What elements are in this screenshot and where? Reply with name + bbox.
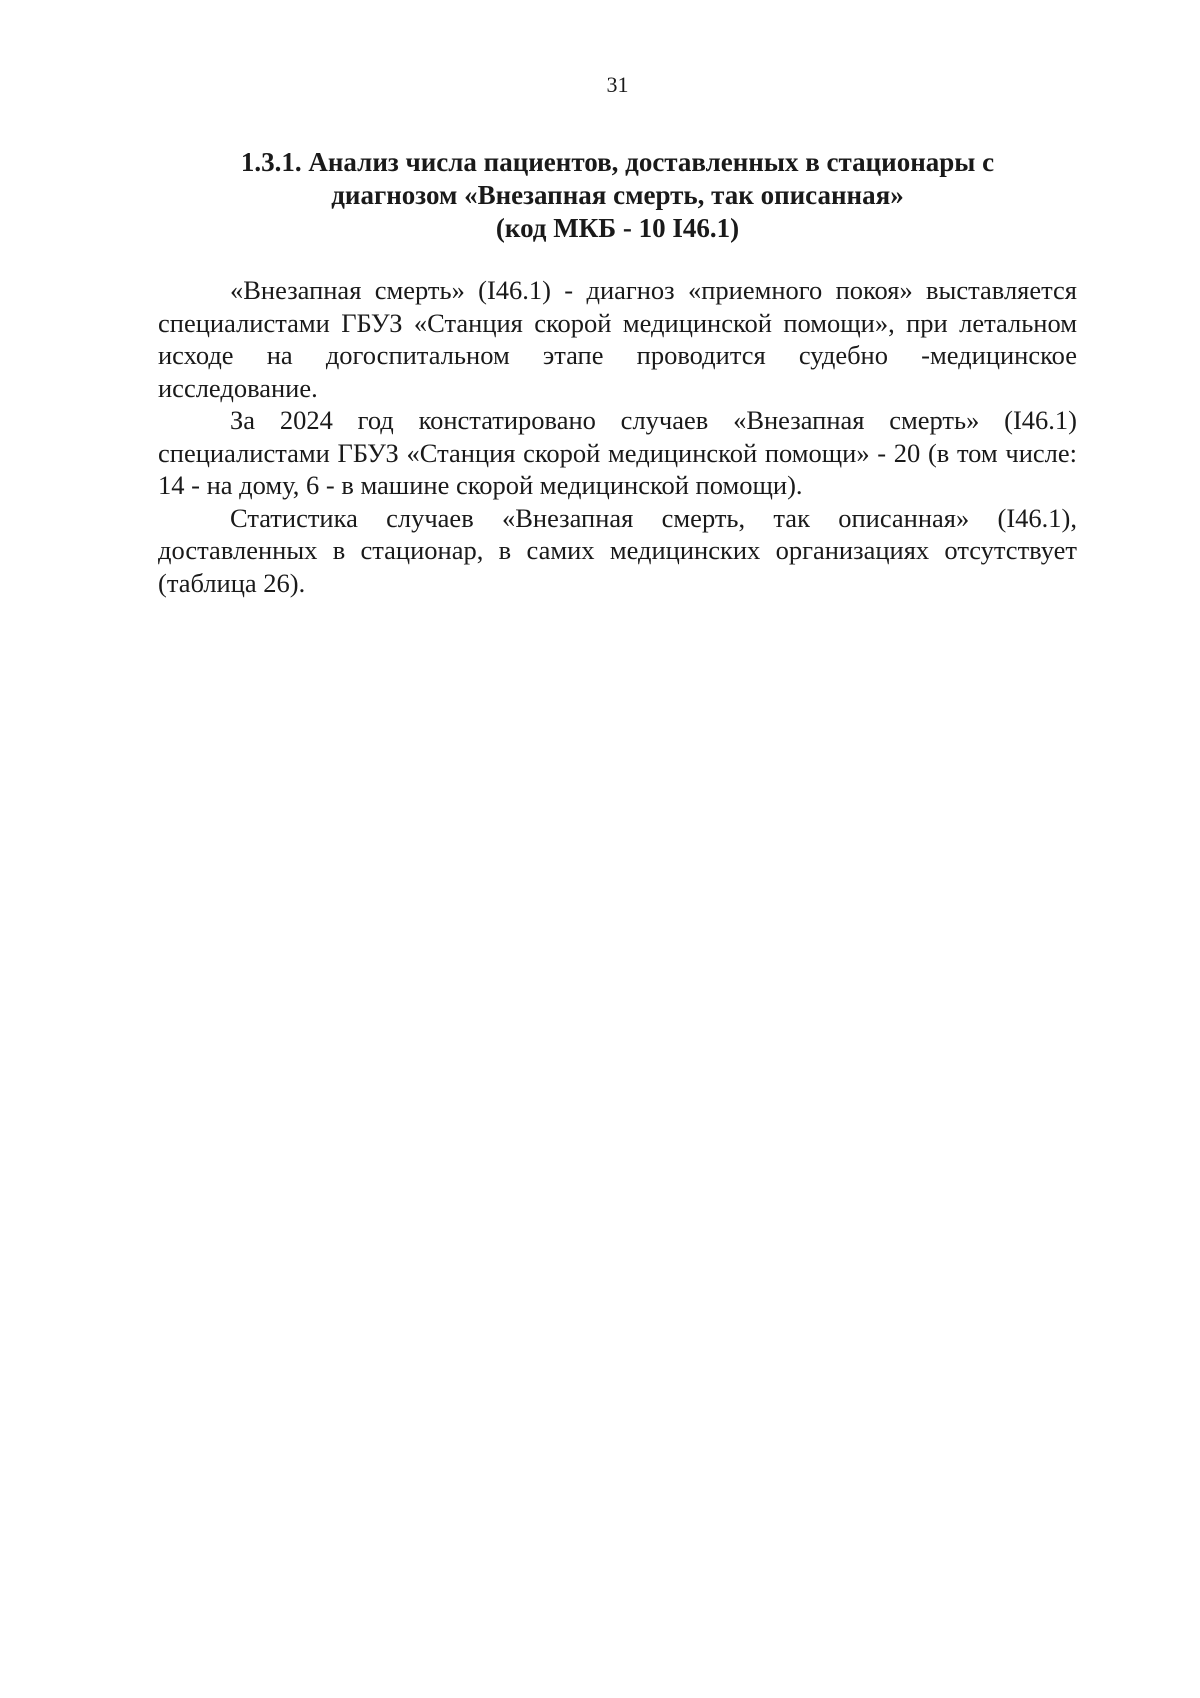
paragraph-sudden-death-definition: «Внезапная смерть» (I46.1) - диагноз «приемного покоя» выставляется специалистами ГБУЗ «Станция скорой медицинской помощи», при летальном исходе на догоспитальном этапе проводится судебно -медицинское исследование. xyxy=(158,275,1077,403)
body-text xyxy=(158,274,1077,599)
heading-line-1: 1.3.1. Анализ числа пациентов, доставленных в стационары с xyxy=(240,147,995,177)
paragraph-2024-cases: За 2024 год констатировано случаев «Внезапная смерть» (I46.1) специалистами ГБУЗ «Станция скорой медицинской помощи» - 20 (в том числе: 14 - на дому, 6 - в машине скорой медицинской помощи). xyxy=(158,405,1077,500)
paragraph-statistics-absent: Статистика случаев «Внезапная смерть, так описанная» (I46.1), доставленных в стационар, в самих медицинских организациях отсутствует (таблица 26). xyxy=(158,502,1077,598)
heading-line-3: (код МКБ - 10 I46.1) xyxy=(495,213,740,243)
page-number: 31 xyxy=(606,72,629,97)
heading-line-2: диагнозом «Внезапная смерть, так описанная» xyxy=(331,180,904,210)
section-heading xyxy=(158,146,1077,245)
